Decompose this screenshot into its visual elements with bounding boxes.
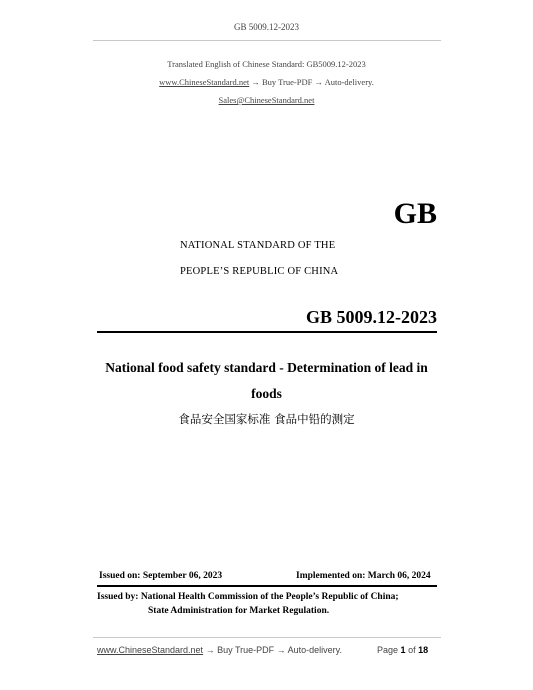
issuer-line1: Issued by: National Health Commission of the People’s Republic of China; [97, 592, 399, 602]
email-link[interactable]: Sales@ChineseStandard.net [218, 95, 315, 105]
footer-rule [93, 637, 441, 638]
title-english-line1: National food safety standard - Determination of lead in [105, 360, 428, 375]
issuer-line2: State Administration for Market Regulation. [148, 606, 330, 616]
page-of: of [408, 645, 416, 655]
buy-pdf-text: Buy True-PDF [262, 77, 313, 87]
footer-buy-text: Buy True-PDF [217, 645, 275, 655]
title-rule [97, 331, 437, 333]
purchase-line [0, 77, 533, 87]
issued-date: Issued on: September 06, 2023 [99, 571, 223, 581]
email-line [0, 95, 533, 105]
arrow-icon: → [251, 77, 260, 87]
translation-notice: Translated English of Chinese Standard: GB5009.12-2023 [167, 59, 366, 69]
title-english-line2: foods [251, 386, 282, 401]
page-indicator [377, 645, 428, 655]
page-label: Page [377, 645, 399, 655]
arrow-icon: → [314, 77, 323, 87]
issuer-block [97, 590, 437, 618]
page-current: 1 [400, 645, 406, 655]
arrow-icon: → [205, 645, 215, 655]
standard-number: GB 5009.12-2023 [305, 307, 437, 327]
footer-delivery-text: Auto-delivery. [287, 645, 342, 655]
site-link[interactable]: www.ChineseStandard.net [159, 77, 250, 87]
arrow-icon: → [276, 645, 286, 655]
footer-purchase-line [97, 645, 342, 655]
dates-rule [97, 585, 437, 587]
implemented-date: Implemented on: March 06, 2024 [296, 571, 431, 581]
auto-delivery-text: Auto-delivery. [324, 77, 374, 87]
gb-logo: GB [393, 197, 437, 230]
national-standard-line2: PEOPLE’S REPUBLIC OF CHINA [180, 266, 339, 277]
footer-site-link[interactable]: www.ChineseStandard.net [97, 645, 204, 655]
running-header: GB 5009.12-2023 [234, 22, 299, 32]
header-rule [93, 40, 441, 41]
title-chinese: 食品安全国家标准 食品中铅的测定 [178, 412, 355, 426]
page-total: 18 [418, 645, 429, 655]
national-standard-line1: NATIONAL STANDARD OF THE [180, 240, 336, 251]
